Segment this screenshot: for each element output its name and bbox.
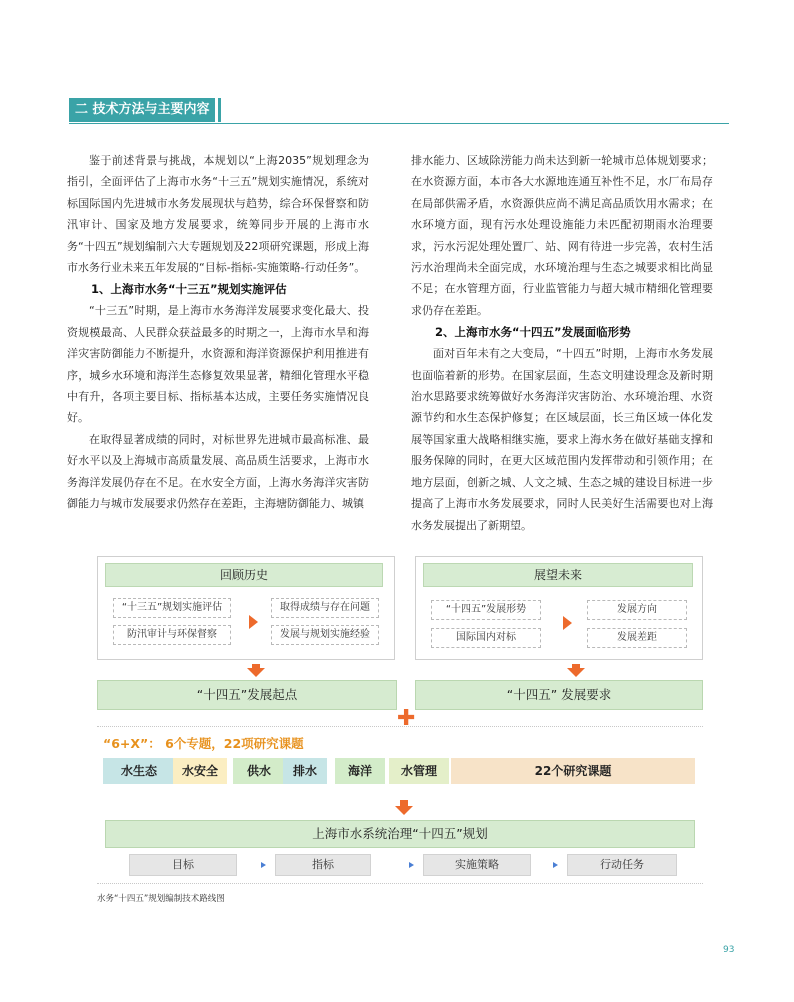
section-rule [69,123,729,124]
intro-paragraph: 鉴于前述背景与挑战，本规划以“上海2035”规划理念为指引，全面评估了上海市水务“十三五”规划实施情况，系统对标国际国内先进城市水务发展现状与趋势，综合环保督察和防汛审计、国家及地方发展要求，统筹同步开展的上海市水务“十四五”规划编制六大专题规划及22项研究课题，形成上海市水务行业未来五年发展的“目标-指标-实施策略-行动任务”。 [67,154,369,275]
step-goals: 目标 [129,854,237,876]
right-column [411,150,713,536]
topic-water-supply: 供水 [233,758,285,784]
box-direction: 发展方向 [587,600,687,620]
figure-caption: 水务“十四五”规划编制技术路线图 [97,894,225,904]
future-arrow-icon [563,616,572,630]
research-topics-bar: 22个研究课题 [451,758,695,784]
topic-water-ecology: 水生态 [103,758,175,784]
plus-icon: ✚ [397,706,416,731]
heading-14th-situation: 2、上海市水务“十四五”发展面临形势 [435,325,631,340]
step-arrow-icon [261,862,266,868]
page-number: 93 [723,945,735,955]
step-tasks: 行动任务 [567,854,677,876]
history-arrow-icon [249,615,258,629]
paragraph-14th-situation: 面对百年未有之大变局，“十四五”时期，上海市水务发展也面临着新的形势。在国家层面，生态文明建设理念及新时期治水思路要求统筹做好水务海洋灾害防治、水环境治理、水资源节约和水生态保护修复；在区域层面，长三角区域一体化发展等国家重大战略相继实施，要求上海水务在做好基础支撑和服务保障的同时，在更大区域范围内发挥带动和引领作用；在地方层面，创新之城、人文之城、生态之城的建设目标进一步提高了上海市水务发展要求，同时人民美好生活需要也对上海水务发展提出了新期望。 [411,347,713,532]
six-x-label: “6+X”： 6个专题，22项研究课题 [103,736,304,751]
arrow-down-plan-icon [395,806,413,815]
diagram-bottom-line [97,883,703,884]
box-gap: 发展差距 [587,628,687,648]
box-13th-evaluation: “十三五”规划实施评估 [113,598,231,618]
topic-water-safety: 水安全 [173,758,227,784]
future-panel-title: 展望未来 [423,563,693,587]
step-indicators: 指标 [275,854,371,876]
paragraph-shortcomings: 在取得显著成绩的同时，对标世界先进城市最高标准、最好水平以及上海城市高质量发展、高品质生活要求，上海市水务海洋发展仍存在不足。在水安全方面，上海水务海洋灾害防御能力与城市发展要求仍然存在差距，主海塘防御能力、城镇 [67,432,369,511]
heading-13th-evaluation: 1、上海市水务“十三五”规划实施评估 [91,282,287,297]
divider-dotted [97,726,703,727]
requirements-bar: “十四五” 发展要求 [415,680,703,710]
start-point-bar: “十四五”发展起点 [97,680,397,710]
arrow-down-right-icon [567,668,585,677]
arrow-down-left-icon [247,668,265,677]
box-14th-situation: “十四五”发展形势 [431,600,541,620]
box-benchmarking: 国际国内对标 [431,628,541,648]
topic-ocean: 海洋 [335,758,385,784]
roadmap-diagram [97,556,703,884]
topic-water-management: 水管理 [389,758,449,784]
paragraph-shortcomings-cont: 排水能力、区域除涝能力尚未达到新一轮城市总体规划要求；在水资源方面，本市各大水源地连通互补性不足，水厂布局存在局部供需矛盾，水资源供应尚不满足高品质饮用水需求；在水环境方面，现有污水处理设施能力未匹配初期雨水治理要求，污水污泥处理处置厂、站、网有待进一步完善，农村生活污水治理尚未全面完成，水环境治理与生态之城要求相比尚显不足；在水管理方面，行业监管能力与超大城市精细化管理要求仍存在差距。 [411,154,713,317]
step-strategies: 实施策略 [423,854,531,876]
step-arrow-icon [409,862,414,868]
section-title: 二 技术方法与主要内容 [69,98,215,122]
step-arrow-icon [553,862,558,868]
paragraph-13th-period: “十三五”时期，是上海市水务海洋发展要求变化最大、投资规模最高、人民群众获益最多的时期之一，上海市水旱和海洋灾害防御能力不断提升，水资源和海洋资源保护利用推进有序，城乡水环境和海洋生态修复效果显著，精细化管理水平稳中有升，各项主要目标、指标基本达成，主要任务实施情况良好。 [67,304,369,425]
plan-bar: 上海市水系统治理“十四五”规划 [105,820,695,848]
history-panel-title: 回顾历史 [105,563,383,587]
box-experience: 发展与规划实施经验 [271,625,379,645]
box-achievements: 取得成绩与存在问题 [271,598,379,618]
left-column [67,150,369,515]
topic-drainage: 排水 [283,758,327,784]
box-audit-inspection: 防汛审计与环保督察 [113,625,231,645]
